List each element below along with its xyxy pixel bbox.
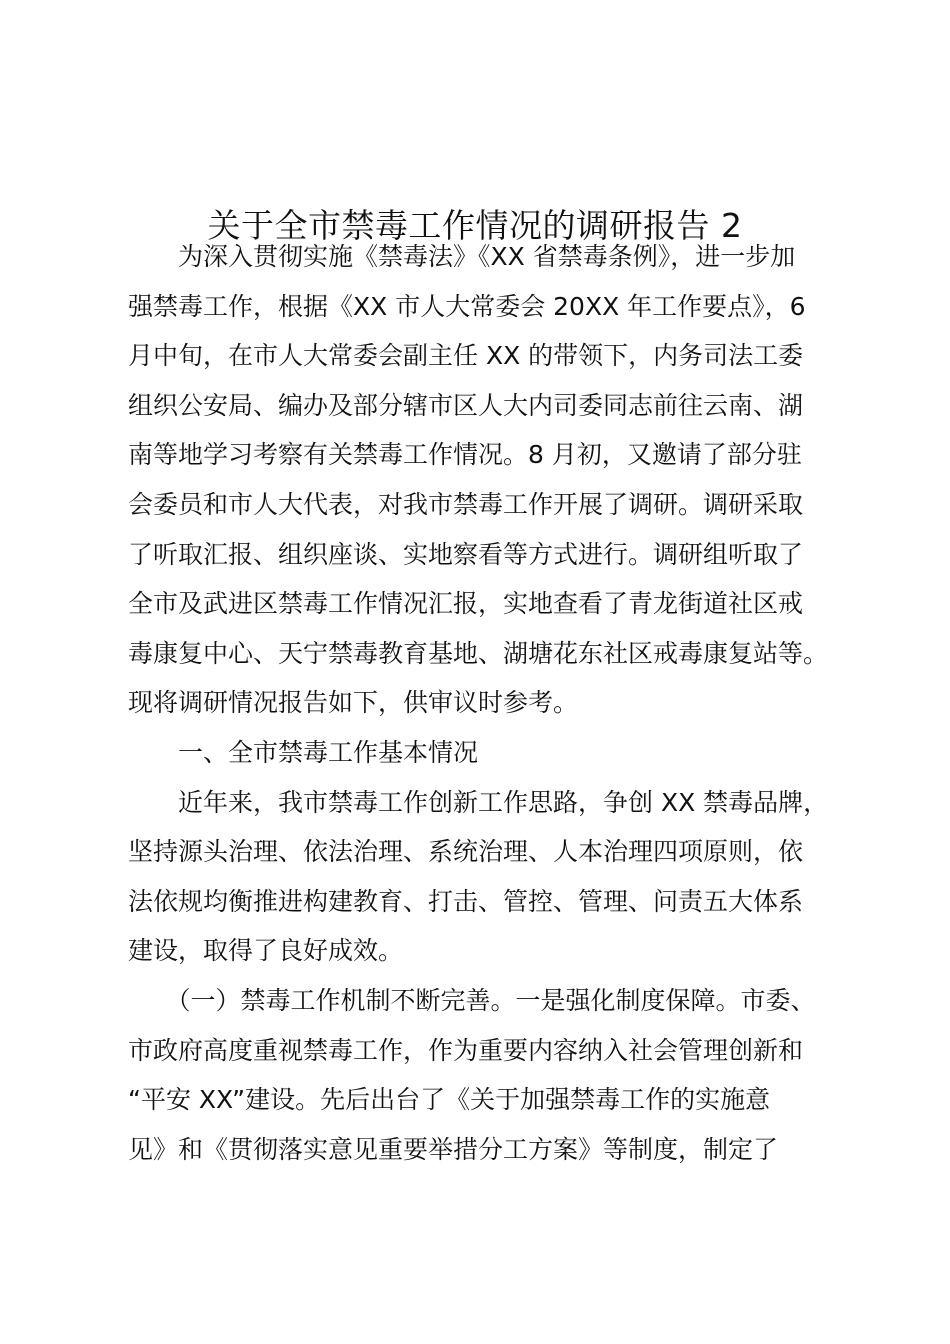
document-title: 关于全市禁毒工作情况的调研报告 2 — [207, 206, 743, 246]
text-line: 毒康复中心、天宁禁毒教育基地、湖塘花东社区戒毒康复站等。 — [128, 638, 829, 668]
document-body — [128, 232, 858, 1174]
text-line: 法依规均衡推进构建教育、打击、管控、管理、问责五大体系 — [128, 886, 804, 916]
text-line: 月中旬，在市人大常委会副主任 XX 的带领下，内务司法工委 — [128, 341, 804, 371]
text-line: 现将调研情况报告如下，供审议时参考。 — [128, 688, 579, 718]
section-heading — [128, 728, 858, 778]
text-line: 近年来，我市禁毒工作创新工作思路，争创 XX 禁毒品牌， — [128, 787, 829, 817]
text-line: 了听取汇报、组织座谈、实地察看等方式进行。调研组听取了 — [128, 539, 804, 569]
paragraph-intro — [128, 232, 858, 728]
text-line: 坚持源头治理、依法治理、系统治理、人本治理四项原则，依 — [128, 837, 804, 867]
text-line: 为深入贯彻实施《禁毒法》《XX 省禁毒条例》，进一步加 — [128, 242, 796, 271]
paragraph-mechanism — [128, 976, 858, 1174]
text-line: 建设，取得了良好成效。 — [128, 936, 404, 966]
text-line: （一）禁毒工作机制不断完善。一是强化制度保障。市委、 — [128, 985, 816, 1015]
text-line: 强禁毒工作，根据《XX 市人大常委会 20XX 年工作要点》，6 — [128, 291, 806, 321]
text-line: 全市及武进区禁毒工作情况汇报，实地查看了青龙街道社区戒 — [128, 589, 804, 619]
paragraph-overview — [128, 778, 858, 976]
text-line: 见》和《贯彻落实意见重要举措分工方案》等制度，制定了 — [128, 1134, 779, 1164]
text-line: “平安 XX”建设。先后出台了《关于加强禁毒工作的实施意 — [128, 1085, 771, 1115]
text-line: 会委员和市人大代表，对我市禁毒工作开展了调研。调研采取 — [128, 489, 804, 519]
text-line: 市政府高度重视禁毒工作，作为重要内容纳入社会管理创新和 — [128, 1035, 804, 1065]
text-line: 南等地学习考察有关禁毒工作情况。8 月初，又邀请了部分驻 — [128, 440, 802, 470]
text-line: 一、全市禁毒工作基本情况 — [128, 737, 479, 767]
text-line: 组织公安局、编办及部分辖市区人大内司委同志前往云南、湖 — [128, 390, 804, 420]
